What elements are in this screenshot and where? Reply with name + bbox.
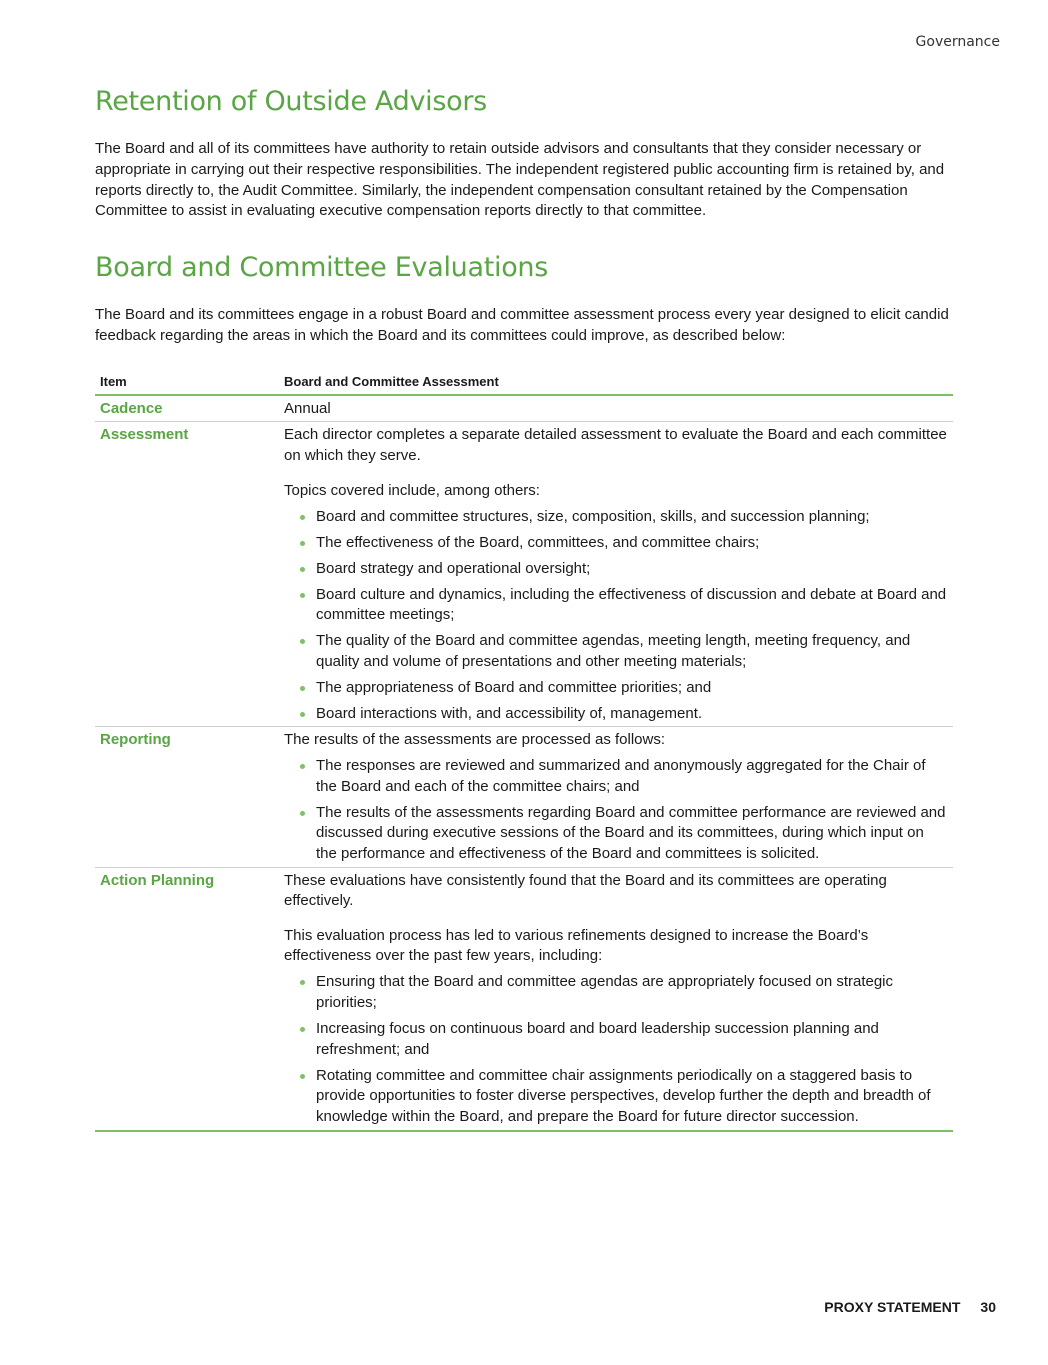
assessment-text: Each director completes a separate detailed assessment to evaluate the Board and each committee on which they serve. bbox=[284, 426, 947, 464]
assessment-lead: Topics covered include, among others: bbox=[284, 481, 540, 499]
row-value-reporting bbox=[279, 727, 953, 867]
column-header-item: Item bbox=[95, 365, 279, 395]
table-row-reporting bbox=[95, 727, 953, 867]
row-value-cadence: Annual bbox=[279, 395, 953, 422]
evaluations-section bbox=[95, 252, 953, 1132]
row-label-cadence: Cadence bbox=[95, 395, 279, 422]
evaluations-title: Board and Committee Evaluations bbox=[95, 252, 548, 284]
list-item: Board culture and dynamics, including the effectiveness of discussion and debate at Board and committee meetings; bbox=[300, 585, 948, 626]
page-footer bbox=[824, 1299, 996, 1315]
retention-section bbox=[95, 86, 953, 222]
list-item: Increasing focus on continuous board and board leadership succession planning and refreshment; and bbox=[300, 1019, 948, 1060]
assessment-table bbox=[95, 365, 953, 1133]
row-value-action-planning bbox=[279, 867, 953, 1131]
page-content bbox=[95, 86, 953, 1132]
list-item: The results of the assessments regarding Board and committee performance are reviewed and discussed during executive sessions of the Board and its committees, during which input on the performance and effectiveness of the Board and committees is solicited. bbox=[300, 803, 948, 865]
list-item: Board strategy and operational oversight; bbox=[300, 559, 948, 580]
retention-body: The Board and all of its committees have authority to retain outside advisors and consultants that they consider necessary or appropriate in carrying out their respective responsibilities. The independent registered public accounting firm is retained by, and reports directly to, the Audit Committee. Similarly, the independent compensation consultant retained by the Compensation Committee to assist in evaluating executive compensation reports directly to that committee. bbox=[95, 140, 945, 220]
page-number: 30 bbox=[980, 1299, 996, 1315]
list-item: The responses are reviewed and summarized and anonymously aggregated for the Chair of the Board and each of the committee chairs; and bbox=[300, 756, 948, 797]
list-item: Board interactions with, and accessibility of, management. bbox=[300, 704, 948, 725]
action-list bbox=[284, 972, 948, 1127]
row-label-action-planning: Action Planning bbox=[95, 867, 279, 1131]
table-row-action-planning bbox=[95, 867, 953, 1131]
list-item: The appropriateness of Board and committee priorities; and bbox=[300, 678, 948, 699]
row-label-reporting: Reporting bbox=[95, 727, 279, 867]
retention-title: Retention of Outside Advisors bbox=[95, 86, 487, 117]
footer-label: PROXY STATEMENT bbox=[824, 1299, 961, 1315]
reporting-lead: The results of the assessments are processed as follows: bbox=[284, 731, 666, 749]
table-header-row bbox=[95, 365, 953, 395]
column-header-assessment: Board and Committee Assessment bbox=[279, 365, 953, 395]
assessment-topics-list bbox=[284, 507, 948, 725]
running-header: Governance bbox=[915, 34, 1000, 50]
table-row-assessment bbox=[95, 422, 953, 727]
row-value-assessment bbox=[279, 422, 953, 727]
list-item: Board and committee structures, size, composition, skills, and succession planning; bbox=[300, 507, 948, 528]
list-item: The effectiveness of the Board, committees, and committee chairs; bbox=[300, 533, 948, 554]
action-text: These evaluations have consistently found that the Board and its committees are operating effectively. bbox=[284, 871, 887, 910]
list-item: Rotating committee and committee chair assignments periodically on a staggered basis to provide opportunities to foster diverse perspectives, develop further the depth and breadth of knowledge within the Board, and prepare the Board for future director succession. bbox=[300, 1066, 948, 1128]
list-item: The quality of the Board and committee agendas, meeting length, meeting frequency, and quality and volume of presentations and other meeting materials; bbox=[300, 631, 948, 672]
list-item: Ensuring that the Board and committee agendas are appropriately focused on strategic priorities; bbox=[300, 972, 948, 1013]
table-row-cadence bbox=[95, 395, 953, 422]
action-lead: This evaluation process has led to various refinements designed to increase the Board’s effectiveness over the past few years, including: bbox=[284, 926, 869, 965]
reporting-list bbox=[284, 756, 948, 864]
evaluations-intro: The Board and its committees engage in a robust Board and committee assessment process every year designed to elicit candid feedback regarding the areas in which the Board and its committees could improve, as described below: bbox=[95, 306, 949, 344]
row-label-assessment: Assessment bbox=[95, 422, 279, 727]
